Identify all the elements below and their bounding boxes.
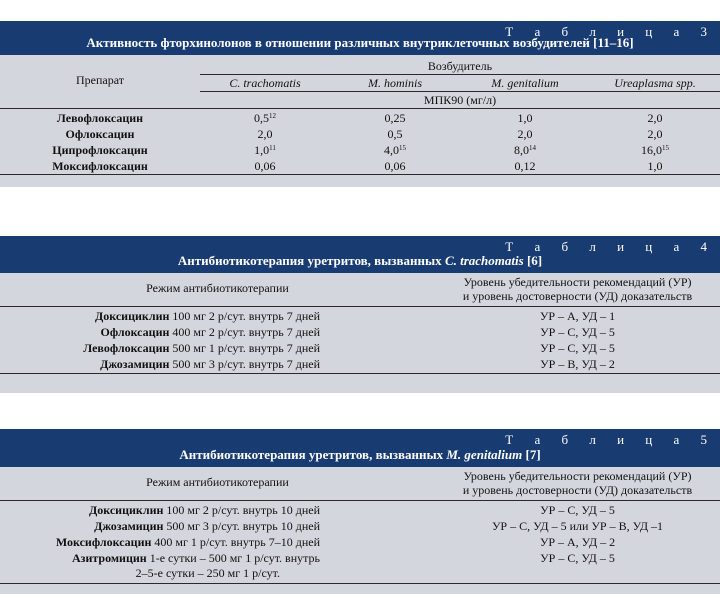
value-cell — [590, 111, 720, 125]
value-cell — [200, 159, 330, 173]
value-cell — [460, 111, 590, 125]
value-cell — [330, 159, 460, 173]
value: 1,0 — [517, 111, 533, 125]
reference-index: 15 — [662, 144, 669, 152]
value-cell — [200, 127, 330, 141]
column-header-pathogen: Возбудитель — [427, 59, 493, 73]
dose: 500 мг 1 р/сут. внутрь 7 дней — [169, 341, 320, 355]
table-row — [0, 309, 320, 323]
table-5-body — [0, 467, 720, 594]
reference-index: 14 — [529, 144, 536, 152]
drug-name: Доксициклин — [88, 503, 164, 517]
value: 8,0 — [514, 143, 529, 157]
value: 16,0 — [641, 143, 662, 157]
drug-name: Моксифлоксацин — [55, 535, 152, 549]
value: 0,5 — [387, 127, 403, 141]
table-5 — [0, 429, 720, 594]
table-4-header — [0, 236, 720, 273]
value-cell — [590, 143, 720, 157]
pathogen-header: M. hominis — [368, 76, 422, 90]
column-header-regimen: Режим антибиотикотерапии — [146, 281, 289, 295]
dose: 500 мг 3 р/сут. внутрь 7 дней — [169, 357, 320, 371]
value: 2,0 — [257, 127, 273, 141]
drug-name: Джозамицин — [94, 519, 164, 533]
table-number: Т а б л и ц а 5 — [505, 432, 716, 447]
level-cell: УР – С, УД – 5 — [540, 503, 615, 517]
table-number: Т а б л и ц а 4 — [505, 239, 716, 254]
unit-label: МПК90 (мг/л) — [423, 93, 497, 107]
drug-name: Левофлоксацин — [56, 111, 144, 125]
value-cell — [590, 127, 720, 141]
column-header-level: Уровень убедительности рекомендаций (УР) — [463, 469, 692, 483]
table-row — [0, 519, 320, 533]
value-cell — [200, 143, 330, 157]
title-pathogen: M. genitalium — [446, 447, 523, 462]
column-header-level-line-2: и уровень достоверности (УД) доказательств — [462, 289, 693, 303]
table-row — [0, 503, 320, 517]
value-cell — [200, 111, 330, 125]
table-title: Активность фторхинолонов в отношении различных внутриклеточных возбудителей [11–16] — [86, 35, 634, 50]
drug-name: Офлоксацин — [100, 325, 170, 339]
table-row — [0, 325, 320, 339]
table-title — [0, 447, 720, 463]
dose-continuation: 2–5-е сутки – 250 мг 1 р/сут. — [135, 566, 280, 580]
drug-name: Ципрофлоксацин — [52, 143, 148, 157]
dose: 400 мг 2 р/сут. внутрь 7 дней — [169, 325, 320, 339]
title-reference: [6] — [523, 253, 543, 268]
value-cell — [460, 127, 590, 141]
table-row — [0, 535, 320, 549]
reference-index: 15 — [399, 144, 406, 152]
title-reference: [7] — [522, 447, 541, 462]
dose: 400 мг 1 р/сут. внутрь 7–10 дней — [151, 535, 320, 549]
column-header-level-line-2: и уровень достоверности (УД) доказательств — [462, 483, 693, 497]
divider — [200, 74, 720, 75]
column-header-regimen: Режим антибиотикотерапии — [146, 475, 289, 489]
divider — [0, 306, 720, 307]
value: 0,5 — [254, 111, 269, 125]
drug-name: Моксифлоксацин — [52, 159, 148, 173]
title-text: Антибиотикотерапия уретритов, вызванных — [177, 253, 445, 268]
table-title — [0, 253, 720, 269]
value-cell — [330, 143, 460, 157]
level-cell: УР – С, УД – 5 — [540, 551, 615, 565]
title-text: Антибиотикотерапия уретритов, вызванных — [179, 447, 447, 462]
table-row — [0, 357, 320, 371]
level-cell: УР – А, УД – 1 — [539, 309, 616, 323]
table-4 — [0, 236, 720, 393]
column-header-drug: Препарат — [76, 73, 124, 87]
value: 0,12 — [514, 159, 536, 173]
table-3 — [0, 21, 720, 187]
divider — [0, 108, 720, 109]
table-5-header — [0, 429, 720, 467]
level-cell: УР – С, УД – 5 — [540, 325, 615, 339]
table-row — [0, 341, 320, 355]
value: 2,0 — [517, 127, 533, 141]
drug-name: Офлоксацин — [65, 127, 135, 141]
value: 1,0 — [647, 159, 663, 173]
value-cell — [460, 143, 590, 157]
table-3-header — [0, 21, 720, 55]
dose: 500 мг 3 р/сут. внутрь 10 дней — [163, 519, 320, 533]
table-3-body — [0, 55, 720, 187]
drug-name: Азитромицин — [71, 551, 147, 565]
dose: 100 мг 2 р/сут. внутрь 7 дней — [169, 309, 320, 323]
drug-name: Левофлоксацин — [83, 341, 170, 355]
table-row — [0, 551, 320, 565]
drug-name: Доксициклин — [94, 309, 170, 323]
value-cell — [330, 111, 460, 125]
level-cell: УР – В, УД – 2 — [540, 357, 615, 371]
divider — [0, 174, 720, 175]
value: 1,0 — [254, 143, 270, 157]
divider — [0, 583, 720, 584]
value: 2,0 — [647, 111, 663, 125]
divider — [200, 91, 720, 92]
dose: 100 мг 2 р/сут. внутрь 10 дней — [163, 503, 320, 517]
value: 0,06 — [384, 159, 406, 173]
value: 0,06 — [254, 159, 276, 173]
dose: 1-е сутки – 500 мг 1 р/сут. внутрь — [146, 551, 320, 565]
divider — [0, 373, 720, 374]
title-pathogen: C. trachomatis — [444, 253, 524, 268]
value: 4,0 — [384, 143, 399, 157]
pathogen-header: Ureaplasma spp. — [614, 76, 696, 90]
value-cell — [590, 159, 720, 173]
value: 2,0 — [647, 127, 663, 141]
pathogen-header: C. trachomatis — [229, 76, 301, 90]
pathogen-header: M. genitalium — [491, 76, 559, 90]
column-header-level: Уровень убедительности рекомендаций (УР) — [463, 275, 692, 289]
reference-index: 11 — [269, 144, 276, 152]
level-cell: УР – С, УД – 5 — [540, 341, 615, 355]
divider — [0, 500, 720, 501]
drug-name: Джозамицин — [100, 357, 170, 371]
value-cell — [460, 159, 590, 173]
level-cell: УР – С, УД – 5 или УР – В, УД –1 — [491, 519, 664, 533]
level-cell: УР – А, УД – 2 — [539, 535, 616, 549]
table-4-body — [0, 273, 720, 393]
reference-index: 12 — [269, 112, 276, 120]
table-number: Т а б л и ц а 3 — [505, 24, 716, 39]
value: 0,25 — [384, 111, 406, 125]
value-cell — [330, 127, 460, 141]
